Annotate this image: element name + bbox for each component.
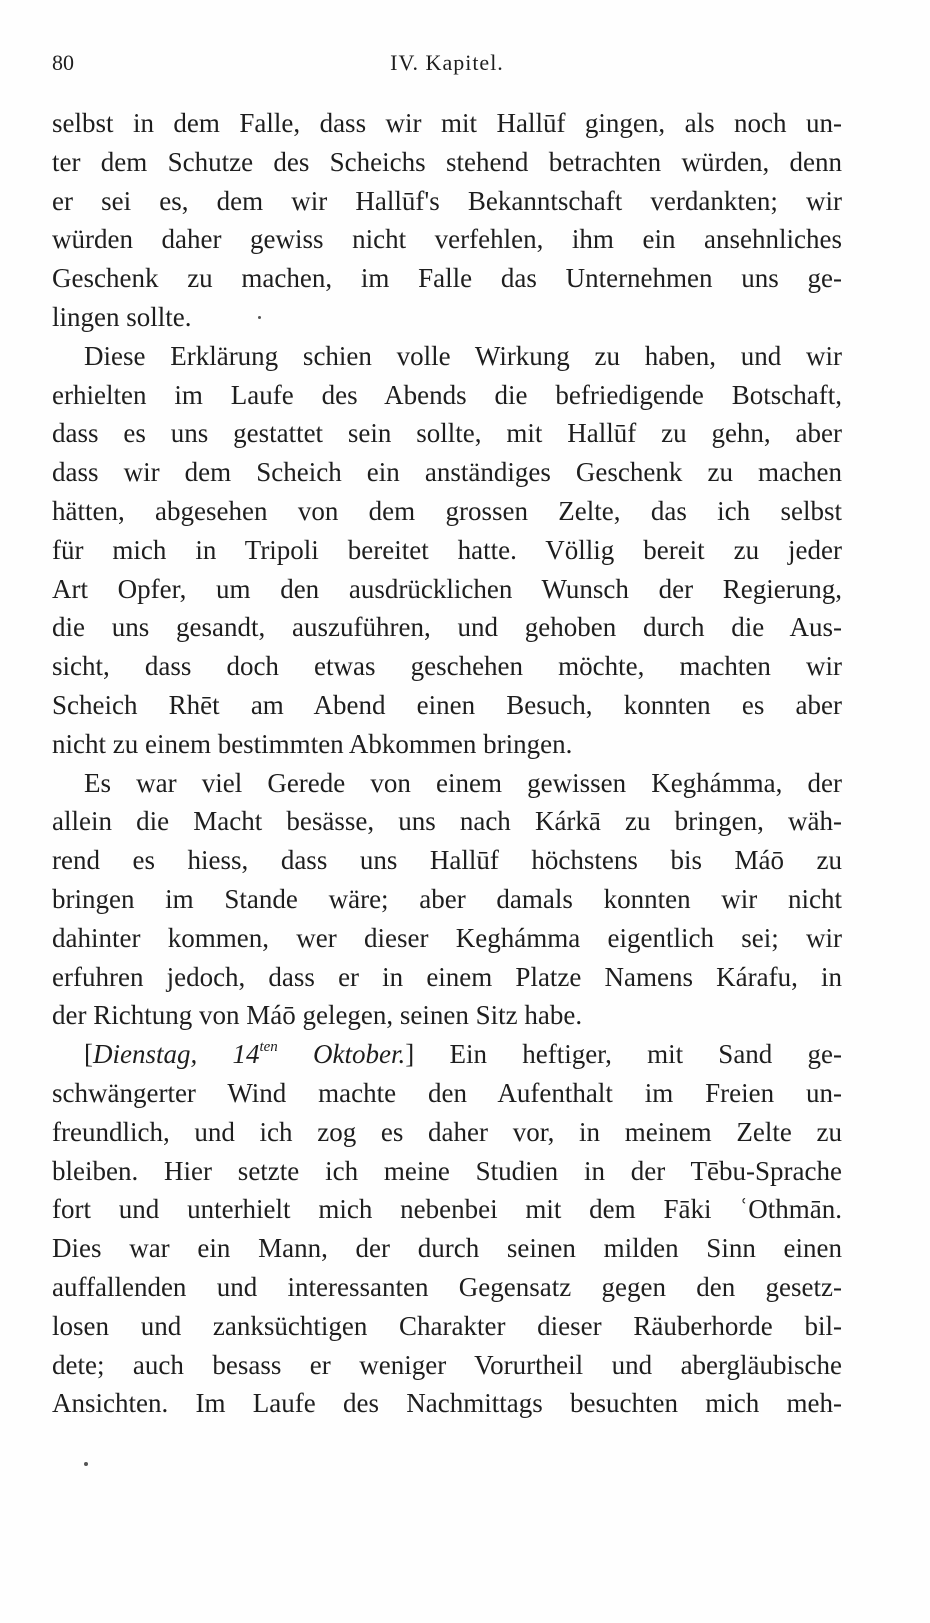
date-weekday: Dienstag, [93,1039,198,1070]
text-line: dete; auch besass er weniger Vorurtheil und abergläubische [52,1349,842,1380]
paragraph-2 [52,337,842,764]
text-line: Art Opfer, um den ausdrücklichen Wunsch der Regierung, [52,573,842,604]
running-head: IV. Kapitel. [390,50,504,75]
text-line: nicht zu einem bestimmten Abkommen bringen. [52,728,573,759]
dated-entry-line: [Dienstag, $14^{ten}$ Oktober.] Ein heftiger, mit Sand ge- [84,1039,842,1070]
text-line: freundlich, und ich zog es daher vor, in meinem Zelte zu [52,1116,842,1147]
text-line: er sei es, dem wir Hallūf's Bekanntschaft verdankten; wir [52,185,842,216]
text-line: Diese Erklärung schien volle Wirkung zu haben, und wir [84,340,842,371]
text-line: ter dem Schutze des Scheichs stehend betrachten würden, denn [52,146,842,177]
text-line: allein die Macht besässe, uns nach Kárkā zu bringen, wäh- [52,806,842,837]
first-line-text: Ein heftiger, mit Sand ge- [449,1039,842,1070]
paragraph-1 [52,104,842,337]
text-line: dahinter kommen, wer dieser Keghámma eigentlich sei; wir [52,922,842,953]
text-line: die uns gesandt, auszuführen, und gehoben durch die Aus- [52,612,842,643]
text-line: würden daher gewiss nicht verfehlen, ihm ein ansehnliches [52,224,842,255]
text-line: Es war viel Gerede von einem gewissen Keghámma, der [84,767,842,798]
date-day: 14 [232,1039,260,1070]
text-line: dass wir dem Scheich ein anständiges Geschenk zu machen [52,457,842,488]
text-line: dass es uns gestattet sein sollte, mit Hallūf zu gehn, aber [52,418,842,449]
paragraph-3 [52,764,842,1036]
text-line: für mich in Tripoli bereitet hatte. Völlig bereit zu jeder [52,534,842,565]
date-month: Oktober. [313,1039,406,1070]
print-speck [258,316,261,319]
text-line: schwängerter Wind machte den Aufenthalt im Freien un- [52,1077,842,1108]
page-number: 80 [52,50,74,75]
print-speck [84,1462,88,1466]
text-line: rend es hiess, dass uns Hallūf höchstens bis Máō zu [52,845,842,876]
text-line: Scheich Rhēt am Abend einen Besuch, konnten es aber [52,689,842,720]
paragraph-4 [52,1035,842,1423]
page-header [52,48,842,78]
text-line: fort und unterhielt mich nebenbei mit dem Fāki ʿOthmān. [52,1194,842,1225]
text-line: selbst in dem Falle, dass wir mit Hallūf gingen, als noch un- [52,108,842,138]
text-line: lingen sollte. [52,301,192,332]
text-line: bleiben. Hier setzte ich meine Studien in der Tēbu-Sprache [52,1155,842,1186]
text-line: Dies war ein Mann, der durch seinen milden Sinn einen [52,1233,842,1264]
date-suffix: ten [259,1039,278,1056]
text-line: hätten, abgesehen von dem grossen Zelte, das ich selbst [52,495,842,526]
text-line: sicht, dass doch etwas geschehen möchte, machten wir [52,651,842,682]
text-line: der Richtung von Máō gelegen, seinen Sitz habe. [52,1000,583,1031]
text-line: erhielten im Laufe des Abends die befriedigende Botschaft, [52,379,842,410]
text-line: Geschenk zu machen, im Falle das Unternehmen uns ge- [52,263,842,294]
body-text [52,104,842,1423]
text-line: losen und zanksüchtigen Charakter dieser Räuberhorde bil- [52,1310,842,1341]
text-line: bringen im Stande wäre; aber damals konnten wir nicht [52,883,842,914]
text-line: erfuhren jedoch, dass er in einem Platze Namens Kárafu, in [52,961,842,992]
text-line: Ansichten. Im Laufe des Nachmittags besuchten mich meh- [52,1388,842,1419]
text-line: auffallenden und interessanten Gegensatz gegen den gesetz- [52,1271,842,1302]
